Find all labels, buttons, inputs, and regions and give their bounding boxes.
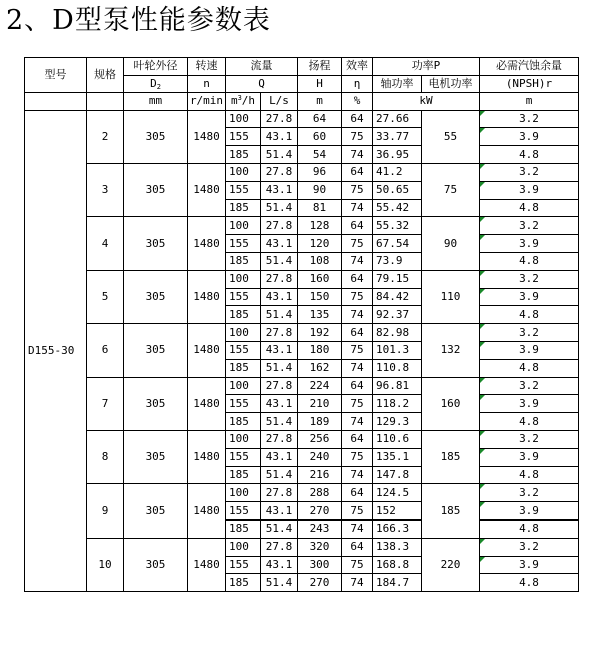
shaft-power-cell: 129.3	[373, 413, 422, 431]
performance-table	[24, 57, 579, 592]
npsh-cell: 3.9	[480, 341, 579, 359]
unit-speed: r/min	[188, 92, 226, 110]
npsh-cell: 3.2	[480, 377, 579, 395]
table-row	[25, 110, 579, 128]
diameter-cell: 305	[124, 430, 188, 483]
head-cell: 96	[298, 163, 342, 181]
efficiency-cell: 75	[342, 448, 373, 466]
flow-ls-cell: 27.8	[261, 377, 298, 395]
diameter-cell: 305	[124, 110, 188, 163]
shaft-power-cell: 184.7	[373, 574, 422, 592]
shaft-power-cell: 73.9	[373, 252, 422, 270]
flow-m3h-cell: 100	[226, 484, 261, 502]
npsh-cell: 3.2	[480, 217, 579, 235]
header-head: 扬程	[298, 58, 342, 76]
shaft-power-cell: 67.54	[373, 235, 422, 253]
head-cell: 243	[298, 520, 342, 538]
npsh-cell: 4.8	[480, 574, 579, 592]
motor-power-cell: 185	[422, 430, 480, 483]
npsh-cell: 3.2	[480, 270, 579, 288]
shaft-power-cell: 55.42	[373, 199, 422, 217]
npsh-cell: 3.9	[480, 235, 579, 253]
motor-power-cell: 220	[422, 538, 480, 591]
shaft-power-cell: 138.3	[373, 538, 422, 556]
head-cell: 128	[298, 217, 342, 235]
header-power: 功率P	[373, 58, 480, 76]
head-cell: 60	[298, 128, 342, 146]
efficiency-cell: 75	[342, 395, 373, 413]
flow-ls-cell: 43.1	[261, 128, 298, 146]
flow-m3h-cell: 100	[226, 270, 261, 288]
flow-ls-cell: 43.1	[261, 395, 298, 413]
diameter-cell: 305	[124, 163, 188, 216]
header-motor-power: 电机功率	[422, 75, 480, 92]
flow-m3h-cell: 185	[226, 574, 261, 592]
speed-cell: 1480	[188, 484, 226, 538]
head-cell: 120	[298, 235, 342, 253]
flow-m3h-cell: 155	[226, 128, 261, 146]
efficiency-cell: 75	[342, 128, 373, 146]
speed-cell: 1480	[188, 163, 226, 216]
efficiency-cell: 74	[342, 574, 373, 592]
flow-ls-cell: 27.8	[261, 163, 298, 181]
flow-m3h-cell: 155	[226, 556, 261, 574]
npsh-cell: 4.8	[480, 466, 579, 484]
flow-m3h-cell: 155	[226, 235, 261, 253]
diameter-cell: 305	[124, 538, 188, 591]
flow-ls-cell: 51.4	[261, 199, 298, 217]
efficiency-cell: 74	[342, 466, 373, 484]
flow-ls-cell: 43.1	[261, 288, 298, 306]
npsh-cell: 4.8	[480, 252, 579, 270]
flow-ls-cell: 27.8	[261, 484, 298, 502]
spec-cell: 3	[87, 163, 124, 216]
header-efficiency-symbol: η	[342, 75, 373, 92]
unit-flow-ls: L/s	[261, 92, 298, 110]
flow-ls-cell: 51.4	[261, 306, 298, 324]
npsh-cell: 3.2	[480, 538, 579, 556]
efficiency-cell: 75	[342, 181, 373, 199]
flow-m3h-cell: 155	[226, 341, 261, 359]
diameter-cell: 305	[124, 217, 188, 270]
flow-ls-cell: 43.1	[261, 235, 298, 253]
flow-m3h-cell: 155	[226, 502, 261, 520]
motor-power-cell: 55	[422, 110, 480, 163]
flow-m3h-cell: 185	[226, 413, 261, 431]
flow-m3h-cell: 185	[226, 252, 261, 270]
npsh-cell: 4.8	[480, 146, 579, 164]
diameter-cell: 305	[124, 270, 188, 323]
shaft-power-cell: 135.1	[373, 448, 422, 466]
spec-cell: 8	[87, 430, 124, 483]
header-spec: 规格	[87, 58, 124, 93]
efficiency-cell: 75	[342, 341, 373, 359]
flow-m3h-cell: 185	[226, 306, 261, 324]
shaft-power-cell: 110.6	[373, 430, 422, 448]
flow-ls-cell: 27.8	[261, 430, 298, 448]
npsh-cell: 4.8	[480, 359, 579, 377]
header-npsh: 必需汽蚀余量	[480, 58, 579, 76]
head-cell: 224	[298, 377, 342, 395]
flow-ls-cell: 43.1	[261, 556, 298, 574]
flow-m3h-cell: 155	[226, 288, 261, 306]
npsh-cell: 3.9	[480, 502, 579, 520]
speed-cell: 1480	[188, 538, 226, 591]
unit-power: kW	[373, 92, 480, 110]
spec-cell: 5	[87, 270, 124, 323]
header-speed: 转速	[188, 58, 226, 76]
unit-npsh: m	[480, 92, 579, 110]
spec-cell: 7	[87, 377, 124, 430]
flow-ls-cell: 27.8	[261, 110, 298, 128]
table-row	[25, 484, 579, 502]
head-cell: 216	[298, 466, 342, 484]
table-row	[25, 163, 579, 181]
efficiency-cell: 64	[342, 324, 373, 342]
shaft-power-cell: 82.98	[373, 324, 422, 342]
header-flow-symbol: Q	[226, 75, 298, 92]
flow-m3h-cell: 155	[226, 448, 261, 466]
unit-flow-m3h: $m^3/h$	[226, 92, 261, 110]
table-body	[25, 58, 579, 592]
flow-ls-cell: 27.8	[261, 217, 298, 235]
speed-cell: 1480	[188, 217, 226, 270]
head-cell: 90	[298, 181, 342, 199]
motor-power-cell: 160	[422, 377, 480, 430]
shaft-power-cell: 33.77	[373, 128, 422, 146]
table-row	[25, 270, 579, 288]
diameter-cell: 305	[124, 484, 188, 538]
header-head-symbol: H	[298, 75, 342, 92]
spec-cell: 10	[87, 538, 124, 591]
efficiency-cell: 74	[342, 359, 373, 377]
npsh-cell: 4.8	[480, 413, 579, 431]
flow-m3h-cell: 100	[226, 377, 261, 395]
flow-ls-cell: 51.4	[261, 252, 298, 270]
head-cell: 270	[298, 574, 342, 592]
head-cell: 162	[298, 359, 342, 377]
diameter-cell: 305	[124, 324, 188, 377]
head-cell: 192	[298, 324, 342, 342]
npsh-cell: 3.9	[480, 288, 579, 306]
shaft-power-cell: 147.8	[373, 466, 422, 484]
shaft-power-cell: 27.66	[373, 110, 422, 128]
flow-ls-cell: 51.4	[261, 146, 298, 164]
flow-ls-cell: 27.8	[261, 270, 298, 288]
flow-ls-cell: 43.1	[261, 341, 298, 359]
npsh-cell: 3.2	[480, 110, 579, 128]
page-title: 2、D型泵性能参数表	[6, 5, 271, 36]
flow-m3h-cell: 155	[226, 181, 261, 199]
table-row	[25, 538, 579, 556]
shaft-power-cell: 36.95	[373, 146, 422, 164]
head-cell: 300	[298, 556, 342, 574]
head-cell: 108	[298, 252, 342, 270]
npsh-cell: 4.8	[480, 520, 579, 538]
flow-ls-cell: 51.4	[261, 466, 298, 484]
npsh-cell: 3.2	[480, 484, 579, 502]
flow-ls-cell: 43.1	[261, 502, 298, 520]
flow-m3h-cell: 185	[226, 520, 261, 538]
header-impeller-symbol: $D_2$	[124, 75, 188, 92]
units-row	[25, 92, 579, 110]
npsh-cell: 3.9	[480, 181, 579, 199]
efficiency-cell: 75	[342, 502, 373, 520]
efficiency-cell: 74	[342, 252, 373, 270]
npsh-cell: 3.9	[480, 395, 579, 413]
header-speed-symbol: n	[188, 75, 226, 92]
flow-m3h-cell: 185	[226, 466, 261, 484]
shaft-power-cell: 84.42	[373, 288, 422, 306]
flow-ls-cell: 43.1	[261, 448, 298, 466]
npsh-cell: 3.2	[480, 163, 579, 181]
speed-cell: 1480	[188, 110, 226, 163]
motor-power-cell: 110	[422, 270, 480, 323]
flow-ls-cell: 51.4	[261, 359, 298, 377]
head-cell: 320	[298, 538, 342, 556]
shaft-power-cell: 110.8	[373, 359, 422, 377]
efficiency-cell: 74	[342, 306, 373, 324]
shaft-power-cell: 96.81	[373, 377, 422, 395]
header-model: 型号	[25, 58, 87, 93]
spec-cell: 2	[87, 110, 124, 163]
flow-m3h-cell: 185	[226, 146, 261, 164]
npsh-cell: 3.9	[480, 128, 579, 146]
unit-diameter: mm	[124, 92, 188, 110]
shaft-power-cell: 50.65	[373, 181, 422, 199]
table-row	[25, 324, 579, 342]
efficiency-cell: 64	[342, 163, 373, 181]
flow-m3h-cell: 100	[226, 110, 261, 128]
efficiency-cell: 64	[342, 110, 373, 128]
motor-power-cell: 75	[422, 163, 480, 216]
flow-m3h-cell: 185	[226, 359, 261, 377]
header-npsh-symbol: (NPSH)r	[480, 75, 579, 92]
head-cell: 135	[298, 306, 342, 324]
head-cell: 160	[298, 270, 342, 288]
header-shaft-power: 轴功率	[373, 75, 422, 92]
flow-ls-cell: 27.8	[261, 324, 298, 342]
shaft-power-cell: 79.15	[373, 270, 422, 288]
flow-ls-cell: 51.4	[261, 520, 298, 538]
npsh-cell: 4.8	[480, 306, 579, 324]
head-cell: 240	[298, 448, 342, 466]
head-cell: 210	[298, 395, 342, 413]
efficiency-cell: 64	[342, 270, 373, 288]
efficiency-cell: 64	[342, 377, 373, 395]
header-impeller: 叶轮外径	[124, 58, 188, 76]
spec-cell: 4	[87, 217, 124, 270]
flow-ls-cell: 27.8	[261, 538, 298, 556]
table-row	[25, 430, 579, 448]
efficiency-cell: 75	[342, 235, 373, 253]
head-cell: 81	[298, 199, 342, 217]
speed-cell: 1480	[188, 270, 226, 323]
efficiency-cell: 74	[342, 146, 373, 164]
shaft-power-cell: 118.2	[373, 395, 422, 413]
efficiency-cell: 64	[342, 217, 373, 235]
flow-m3h-cell: 100	[226, 163, 261, 181]
shaft-power-cell: 124.5	[373, 484, 422, 502]
efficiency-cell: 64	[342, 430, 373, 448]
head-cell: 189	[298, 413, 342, 431]
motor-power-cell: 132	[422, 324, 480, 377]
efficiency-cell: 75	[342, 288, 373, 306]
efficiency-cell: 74	[342, 199, 373, 217]
flow-m3h-cell: 100	[226, 430, 261, 448]
npsh-cell: 3.2	[480, 324, 579, 342]
shaft-power-cell: 152	[373, 502, 422, 520]
table-row	[25, 377, 579, 395]
shaft-power-cell: 166.3	[373, 520, 422, 538]
flow-m3h-cell: 100	[226, 217, 261, 235]
unit-head: m	[298, 92, 342, 110]
head-cell: 288	[298, 484, 342, 502]
head-cell: 256	[298, 430, 342, 448]
shaft-power-cell: 168.8	[373, 556, 422, 574]
motor-power-cell: 90	[422, 217, 480, 270]
head-cell: 180	[298, 341, 342, 359]
head-cell: 54	[298, 146, 342, 164]
npsh-cell: 3.2	[480, 430, 579, 448]
shaft-power-cell: 101.3	[373, 341, 422, 359]
spec-cell: 9	[87, 484, 124, 538]
diameter-cell: 305	[124, 377, 188, 430]
shaft-power-cell: 55.32	[373, 217, 422, 235]
flow-ls-cell: 43.1	[261, 181, 298, 199]
flow-m3h-cell: 100	[226, 538, 261, 556]
flow-m3h-cell: 185	[226, 199, 261, 217]
table-row	[25, 217, 579, 235]
head-cell: 150	[298, 288, 342, 306]
speed-cell: 1480	[188, 377, 226, 430]
flow-m3h-cell: 155	[226, 395, 261, 413]
efficiency-cell: 64	[342, 538, 373, 556]
shaft-power-cell: 41.2	[373, 163, 422, 181]
flow-m3h-cell: 100	[226, 324, 261, 342]
unit-efficiency: %	[342, 92, 373, 110]
npsh-cell: 4.8	[480, 199, 579, 217]
head-cell: 270	[298, 502, 342, 520]
npsh-cell: 3.9	[480, 448, 579, 466]
header-efficiency: 效率	[342, 58, 373, 76]
model-cell: D155-30	[25, 110, 87, 592]
spec-cell: 6	[87, 324, 124, 377]
efficiency-cell: 75	[342, 556, 373, 574]
efficiency-cell: 74	[342, 413, 373, 431]
speed-cell: 1480	[188, 324, 226, 377]
motor-power-cell: 185	[422, 484, 480, 538]
shaft-power-cell: 92.37	[373, 306, 422, 324]
header-row-1	[25, 58, 579, 76]
speed-cell: 1480	[188, 430, 226, 483]
header-flow: 流量	[226, 58, 298, 76]
flow-ls-cell: 51.4	[261, 413, 298, 431]
efficiency-cell: 74	[342, 520, 373, 538]
flow-ls-cell: 51.4	[261, 574, 298, 592]
npsh-cell: 3.9	[480, 556, 579, 574]
efficiency-cell: 64	[342, 484, 373, 502]
head-cell: 64	[298, 110, 342, 128]
